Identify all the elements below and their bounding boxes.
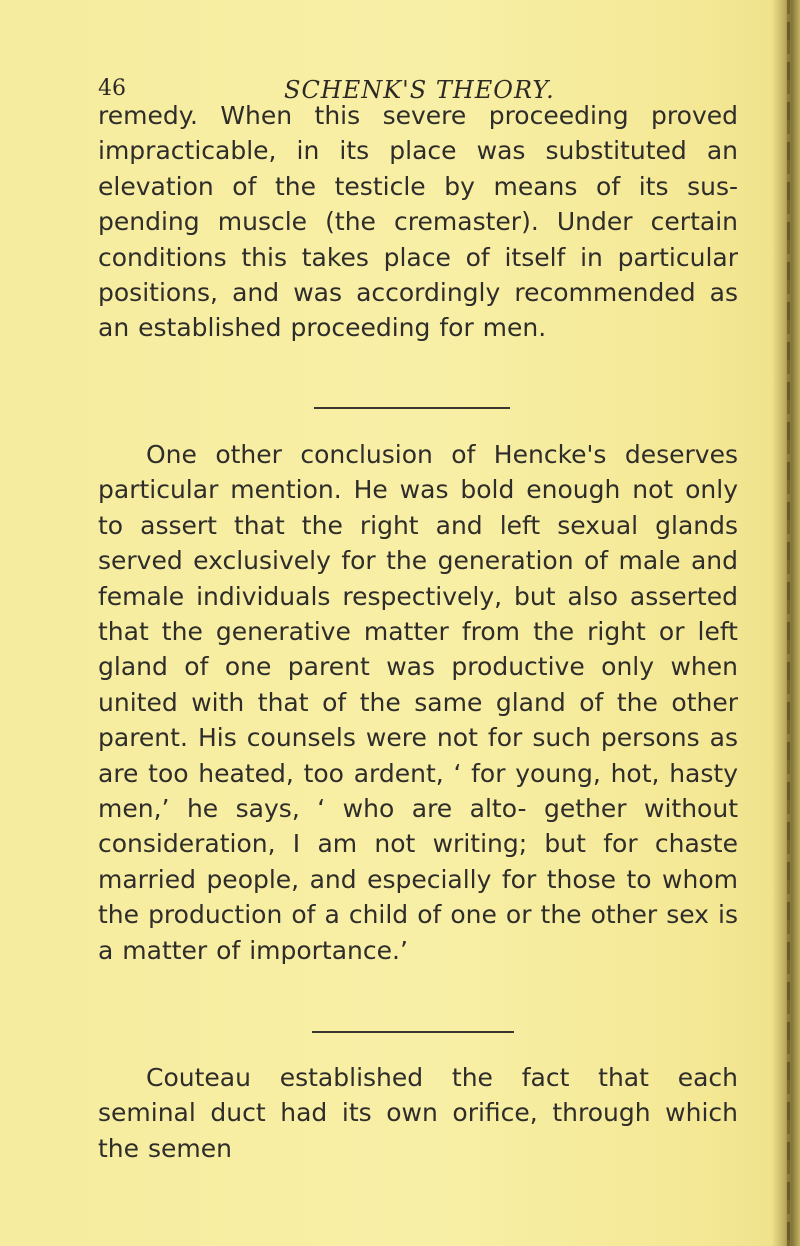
page-number: 46 bbox=[98, 76, 126, 101]
paragraph-2: One other conclusion of Hencke's deserves particular mention. He was bold enough not only to assert that the right and left sexual glands served exclusively for the generation of male and female individuals respectively, but also asserted that the generative matter from the right or left gland of one parent was productive only when united with that of the same gland of the other parent. His counsels were not for such persons as are too heated, too ardent, ‘ for young, hot, hasty men,’ he says, ‘ who are alto- gether without consideration, I am not writing; but for chaste married people, and especially for those to whom the production of a child of one or the other sex is a matter of importance.’ bbox=[98, 440, 738, 965]
running-head: SCHENK'S THEORY. bbox=[284, 76, 555, 104]
section-divider-2 bbox=[312, 1031, 514, 1033]
page-binding-edge bbox=[787, 0, 790, 1246]
paragraph-1: remedy. When this severe proceeding proved impracticable, in its place was substituted an elevation of the testicle by means of its sus- pending muscle (the cremaster). Under certain conditions this takes place of itself in particular positions, and was accordingly recommended as an established proceeding for men. bbox=[98, 101, 738, 343]
paragraph-3: Couteau established the fact that each seminal duct had its own orifice, through which the semen bbox=[98, 1063, 738, 1163]
section-divider-1 bbox=[314, 407, 510, 409]
page-gutter-shadow bbox=[772, 0, 800, 1246]
